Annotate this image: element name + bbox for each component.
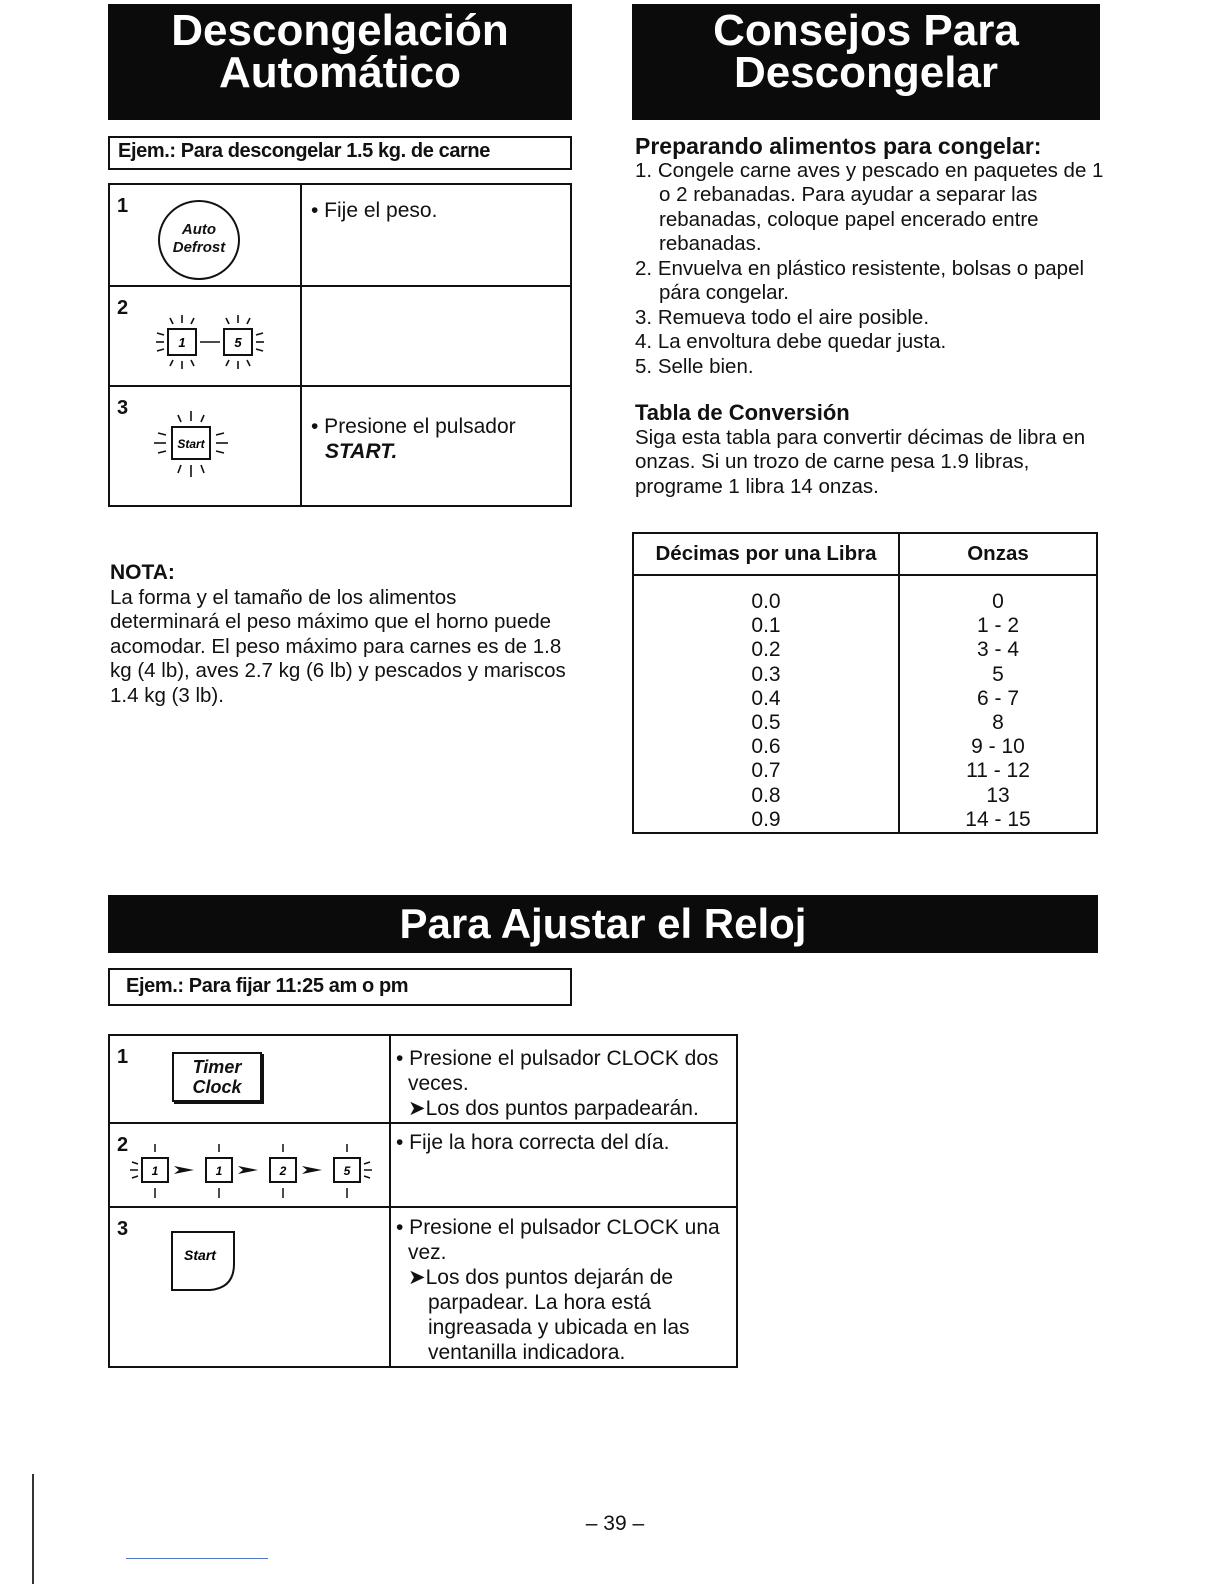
decimal-cell: 0.5 [633,711,899,735]
tips-title-line-2: Descongelar [733,48,999,97]
table-row [633,663,1097,687]
note-title: NOTA: [110,561,175,584]
defrost-note [110,561,570,708]
start-flash-icon [148,407,238,483]
note-body: La forma y el tamaño de los alimentos determinará el peso máximo que el horno puede acomodar. El peso máximo para carnes es de 1.8 kg (4 lb), aves 2.7 kg (6 lb) y pescados y mariscos 1.4 kg (3 lb). [110,585,566,707]
clock-step-3-line: • Presione el pulsador CLOCK una vez. [396,1216,720,1264]
clock-steps-table [108,1034,738,1368]
clock-step-2 [109,1123,737,1207]
defrost-title-banner [108,4,572,120]
table-row [633,575,1097,614]
defrost-step-3 [109,386,571,506]
start-label: Start [177,437,205,451]
prep-list [635,159,1105,380]
step-number: 2 [117,297,129,319]
decimal-cell: 0.0 [633,575,899,614]
clock-example-box [108,968,572,1006]
clock-step-2-text: • Fije la hora correcta del día. [396,1131,670,1154]
list-item [635,330,1105,355]
ounces-cell: 14 - 15 [899,808,1097,833]
scan-edge-line [32,1474,34,1584]
table-row [633,759,1097,783]
ounces-cell: 5 [899,663,1097,687]
ounces-cell: 8 [899,711,1097,735]
table-row [633,614,1097,638]
defrost-title-line-2: Automático [219,48,461,97]
ounces-cell: 6 - 7 [899,687,1097,711]
timer-label: Timer [192,1057,242,1077]
digit-1: 1 [178,335,186,350]
item-text: Selle bien. [657,354,754,378]
column-header: Décimas por una Libra [633,533,899,575]
clock-label: Clock [192,1077,242,1097]
clock-step-3-result: ➤Los dos puntos dejarán de parpadear. La hora está ingreasada y ubicada en las ventanilla indicadora. [408,1266,690,1364]
table-row [633,711,1097,735]
step-number: 3 [117,397,129,419]
table-row [633,687,1097,711]
defrost-step-1-text: • Fije el peso. [311,199,438,222]
clock-step-3 [109,1207,737,1367]
clock-step-3-text [392,1209,735,1365]
start-button-icon [170,1230,238,1292]
time-digit-2: 1 [215,1164,223,1178]
digit-2: 5 [234,335,242,350]
tips-title-line-1: Consejos Para [713,6,1019,55]
page-number: – 39 – [585,1512,645,1535]
decimal-cell: 0.6 [633,735,899,759]
table-row [633,638,1097,662]
ounces-cell: 13 [899,784,1097,808]
table-row [633,784,1097,808]
conversion-heading: Tabla de Conversión [635,400,850,425]
conversion-table-body [633,575,1097,833]
list-item [635,159,1105,257]
defrost-step-3-line: • Presione el pulsador [311,415,516,438]
conversion-section [635,401,1105,499]
prep-heading: Preparando alimentos para congelar: [635,133,1042,159]
prep-section [635,134,1105,379]
decimal-cell: 0.2 [633,638,899,662]
item-text: Envuelva en plástico resistente, bolsas o papel pára congelar. [657,256,1085,304]
item-number: 3. [635,305,653,329]
decimal-cell: 0.8 [633,784,899,808]
auto-defrost-label-1: Auto [181,221,217,238]
list-item [635,355,1105,380]
item-text: Remueva todo el aire posible. [657,305,930,329]
conversion-table [632,532,1098,834]
item-text: Congele carne aves y pescado en paquetes de 1 o 2 rebanadas. Para ayudar a separar las rebanadas, coloque papel encerado entre rebanadas. [657,158,1104,255]
timer-clock-button[interactable] [172,1052,262,1102]
defrost-step-1 [109,184,571,286]
clock-step-1 [109,1035,737,1123]
ounces-cell: 11 - 12 [899,759,1097,783]
time-digit-1: 1 [151,1164,159,1178]
ounces-cell: 0 [899,575,1097,614]
clock-example-text: Ejem.: Para fijar 11:25 am o pm [126,975,409,997]
defrost-steps-table [108,183,572,507]
start-button[interactable] [170,1230,238,1292]
ounces-cell: 1 - 2 [899,614,1097,638]
time-digit-pads [124,1142,382,1202]
clock-title-banner [108,895,1098,953]
decimal-cell: 0.7 [633,759,899,783]
defrost-example-text: Ejem.: Para descongelar 1.5 kg. de carne [118,140,490,162]
decimal-cell: 0.4 [633,687,899,711]
item-number: 2. [635,256,653,280]
conversion-body: Siga esta tabla para convertir décimas de libra en onzas. Si un trozo de carne pesa 1.9 libras, programe 1 libra 14 onzas. [635,425,1086,498]
ounces-cell: 9 - 10 [899,735,1097,759]
clock-title: Para Ajustar el Reloj [399,900,807,947]
footer-rule [126,1558,268,1559]
start-button-label: Start [184,1247,216,1263]
clock-step-1-result: ➤Los dos puntos parpadearán. [408,1097,699,1120]
time-digit-3: 2 [279,1164,287,1178]
tips-title-banner [632,4,1100,120]
step-number: 1 [117,1046,129,1068]
clock-step-1-text [392,1037,735,1121]
table-row [633,735,1097,759]
weight-digit-pads [148,311,278,373]
flashing-digits-icon [148,311,278,373]
decimal-cell: 0.9 [633,808,899,833]
start-button-flash[interactable] [148,407,238,483]
item-number: 5. [635,354,653,378]
step-number: 2 [117,1134,129,1156]
step-number: 3 [117,1218,129,1240]
auto-defrost-button[interactable] [158,200,240,280]
step-number: 1 [117,195,129,217]
defrost-step-2-text [303,288,569,300]
item-text: La envoltura debe quedar justa. [657,330,947,353]
clock-step-1-line: • Presione el pulsador CLOCK dos veces. [396,1047,719,1095]
table-row [633,808,1097,833]
defrost-title-line-1: Descongelación [171,6,509,55]
ounces-cell: 3 - 4 [899,638,1097,662]
flashing-time-digits-icon [124,1142,382,1202]
item-number: 4. [635,330,653,353]
defrost-step-3-text [303,388,569,464]
item-number: 1. [635,158,653,182]
column-header: Onzas [899,533,1097,575]
defrost-step-3-bold: START. [325,440,398,463]
decimal-cell: 0.3 [633,663,899,687]
defrost-example-box [108,136,572,170]
list-item [635,306,1105,331]
auto-defrost-label-2: Defrost [172,239,226,256]
decimal-cell: 0.1 [633,614,899,638]
list-item [635,257,1105,306]
table-header-row [633,533,1097,575]
time-digit-4: 5 [343,1164,351,1178]
defrost-step-2 [109,286,571,386]
